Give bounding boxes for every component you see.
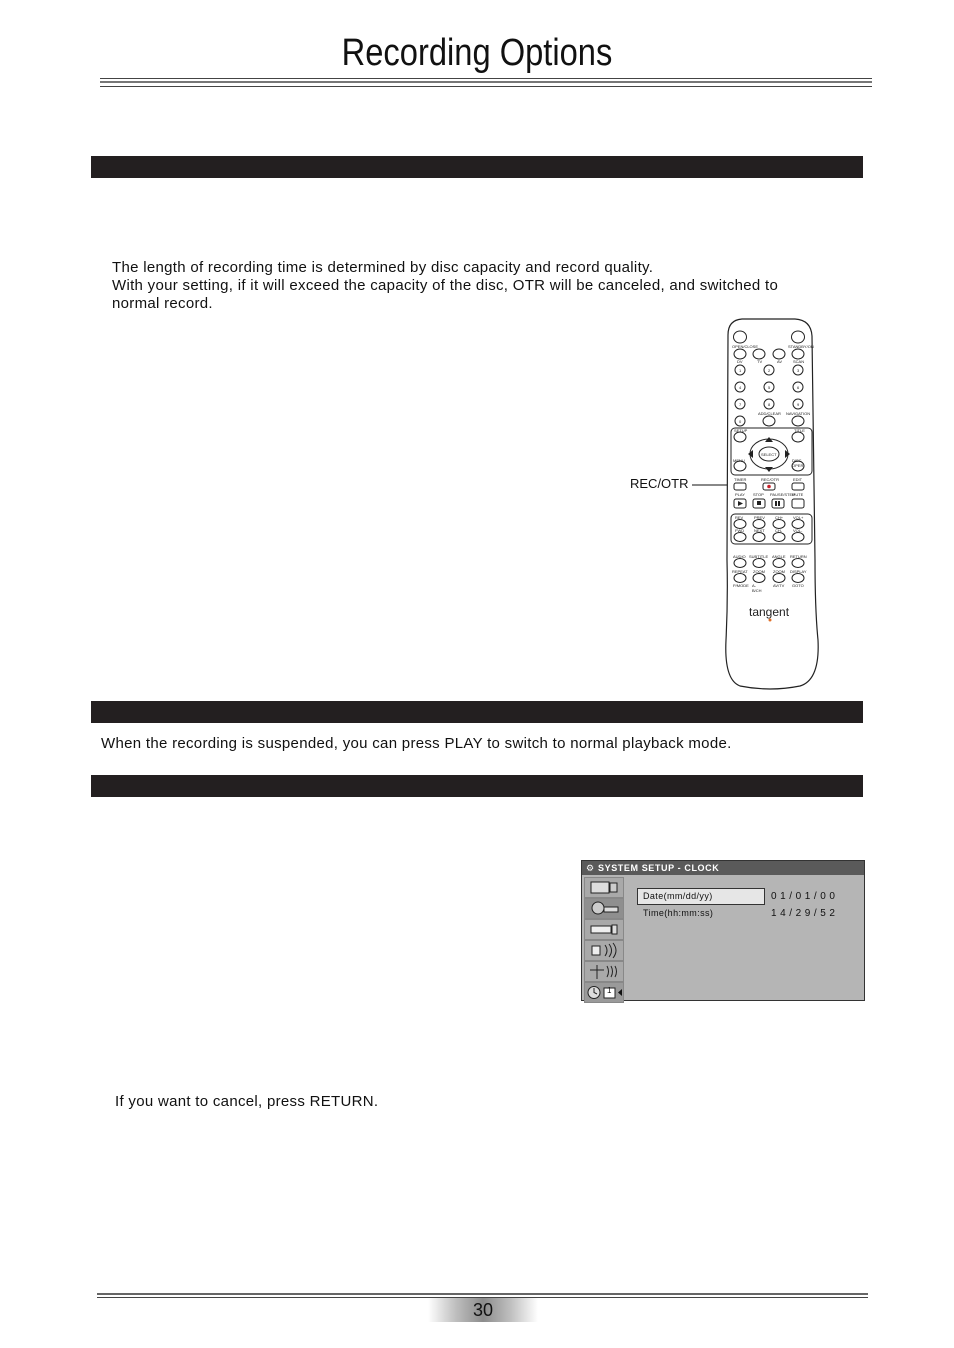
remote-digit-9: 9 xyxy=(797,402,800,407)
remote-digit-0: 0 xyxy=(739,419,742,424)
setup-icon: ⚙ xyxy=(586,863,595,873)
remote-stop-label: STOP xyxy=(753,492,764,497)
remote-label-scan: SCAN xyxy=(793,359,805,364)
osd-sidebar xyxy=(583,876,623,999)
remote-pause-step-label: PAUSE/STEP xyxy=(770,492,795,497)
remote-fwd-label: FWD xyxy=(735,528,745,533)
remote-goto-label: GOTO xyxy=(792,583,804,588)
cancel-paragraph: If you want to cancel, press RETURN. xyxy=(115,1093,379,1110)
disc-tray-icon[interactable] xyxy=(584,919,624,940)
date-label: Date(mm/dd/yy) xyxy=(643,891,713,901)
remote-standby-label: STANDBY/ON xyxy=(788,344,814,349)
remote-digit-2: 2 xyxy=(768,368,771,373)
remote-brand-logo: tangent xyxy=(749,605,790,619)
record-icon[interactable] xyxy=(584,898,624,919)
remote-label-dv: DV xyxy=(737,359,743,364)
remote-pmode-label: P/MODE xyxy=(733,583,749,588)
time-label: Time(hh:mm:ss) xyxy=(643,908,714,918)
remote-digit-7: 7 xyxy=(739,402,742,407)
remote-digit-6: 6 xyxy=(797,385,800,390)
date-value[interactable]: 0 1 / 0 1 / 0 0 xyxy=(771,891,836,902)
clock-icon[interactable] xyxy=(584,982,624,1003)
remote-return-label: RETURN xyxy=(790,554,807,559)
remote-play-label: PLAY xyxy=(735,492,745,497)
remote-rev-label: REV xyxy=(735,515,744,520)
remote-disc-oper-label: DISC OPER xyxy=(792,458,804,468)
remote-ch-plus-label: CH+ xyxy=(775,515,784,520)
play-paragraph: When the recording is suspended, you can press PLAY to switch to normal playback mode. xyxy=(101,735,732,752)
remote-digit-4: 4 xyxy=(739,385,742,390)
clock-side-number: 1 xyxy=(607,986,612,995)
remote-digit-8: 8 xyxy=(768,402,771,407)
remote-setup-label: SETUP xyxy=(734,428,748,433)
otr-line-2: With your setting, if it will exceed the capacity of the disc, OTR will be canceled, and switched to xyxy=(112,277,779,294)
remote-ch-minus-label: CH- xyxy=(775,528,783,533)
remote-zoom2-label: ZOOM xyxy=(773,569,785,574)
osd-header-title: SYSTEM SETUP - CLOCK xyxy=(598,863,720,873)
footer-rule-1 xyxy=(97,1293,868,1295)
remote-vol-minus-label: VOL- xyxy=(793,528,803,533)
remote-subtitle-label: SUBTITLE xyxy=(749,554,769,559)
remote-label-av: AV xyxy=(777,359,783,364)
remote-display-label: DISPLAY xyxy=(790,569,807,574)
remote-title-label: TITLE xyxy=(794,428,805,433)
antenna-icon[interactable] xyxy=(584,961,624,982)
rec-otr-callout: REC/OTR xyxy=(630,476,689,491)
remote-angle-label: ANGLE xyxy=(772,554,786,559)
remote-zoom-label: ZOOM xyxy=(753,569,765,574)
remote-audio-label: AUDIO xyxy=(733,554,746,559)
remote-abch-label: A-B/CH xyxy=(752,583,762,593)
remote-vol-plus-label: VOL+ xyxy=(793,515,804,520)
osd-header xyxy=(582,861,864,875)
remote-timer-label: TIMER xyxy=(734,477,747,482)
remote-edit-label: EDIT xyxy=(793,477,803,482)
page-title: Recording Options xyxy=(341,32,613,74)
system-setup-clock-screen xyxy=(581,860,865,1001)
tv-screen-icon[interactable] xyxy=(584,877,624,898)
remote-navigation-label: NAVIGATION xyxy=(786,411,811,416)
time-value[interactable]: 1 4 / 2 9 / 5 2 xyxy=(771,908,836,919)
otr-line-3: normal record. xyxy=(112,295,213,312)
remote-next-label: NEXT xyxy=(754,528,765,533)
remote-rec-otr-label: REC/OTR xyxy=(761,477,779,482)
remote-menu-label: MENU xyxy=(733,458,745,463)
section-bar-clock xyxy=(91,775,863,797)
remote-avtv-label: AV/TV xyxy=(773,583,785,588)
remote-digit-1: 1 xyxy=(739,368,742,373)
section-bar-play xyxy=(91,701,863,723)
remote-digit-5: 5 xyxy=(768,385,771,390)
remote-add-clear-label: ADD/CLEAR xyxy=(758,411,781,416)
speaker-icon[interactable] xyxy=(584,940,624,961)
otr-line-1: The length of recording time is determined by disc capacity and record quality. xyxy=(112,259,654,276)
remote-label-tv: TV xyxy=(757,359,763,364)
remote-prev-label: PREV xyxy=(754,515,765,520)
remote-select-label: SELECT xyxy=(761,452,777,457)
remote-mute-label: MUTE xyxy=(792,492,804,497)
remote-open-close-label: OPEN/CLOSE xyxy=(732,344,759,349)
remote-digit-3: 3 xyxy=(797,368,800,373)
page-number: 30 xyxy=(428,1298,538,1322)
remote-repeat-label: REPEAT xyxy=(732,569,748,574)
